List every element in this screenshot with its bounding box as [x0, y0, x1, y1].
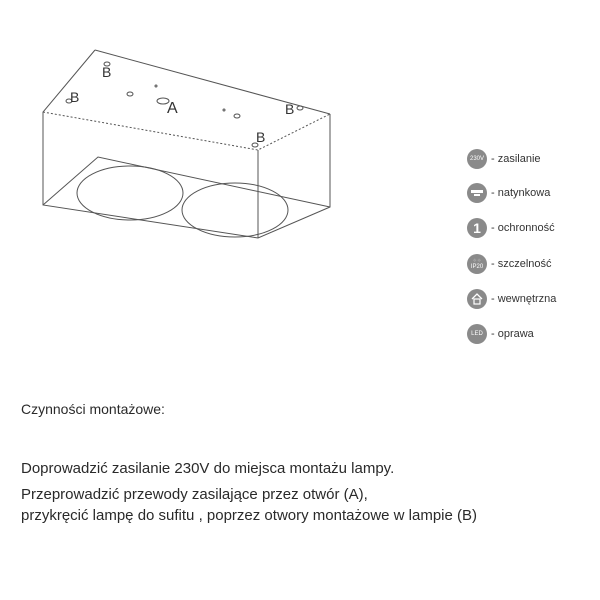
lamp-opening-left	[77, 166, 183, 220]
legend-item-indoor: - wewnętrzna	[467, 288, 556, 310]
label-b: B	[70, 89, 80, 105]
protection-class-icon: 1	[467, 218, 487, 238]
legend-item-fixture: LED - oprawa	[467, 323, 534, 345]
fixture-icon: LED	[467, 324, 487, 344]
instructions-title: Czynności montażowe:	[21, 401, 165, 417]
label-b: B	[102, 64, 112, 80]
lamp-box-outline	[43, 50, 330, 238]
legend-item-power: 230V - zasilanie	[467, 148, 541, 170]
indoor-icon	[467, 289, 487, 309]
instruction-line: przykręcić lampę do sufitu , poprzez otwory montażowe w lampie (B)	[21, 507, 478, 524]
ip-rating-icon: ⁘⁘ IP20	[467, 254, 487, 274]
surface-mount-icon	[467, 183, 487, 203]
label-a: A	[167, 100, 178, 117]
legend-item-ip: ⁘⁘ IP20 - szczelność	[467, 253, 552, 275]
legend-item-protection: 1 - ochronność	[467, 217, 555, 239]
instruction-line: Doprowadzić zasilanie 230V do miejsca montażu lampy.	[21, 460, 395, 477]
label-b: B	[256, 129, 266, 145]
legend-item-surface: - natynkowa	[467, 182, 550, 204]
lamp-opening-right	[182, 183, 288, 237]
power-230v-icon: 230V	[467, 149, 487, 169]
label-b: B	[285, 101, 295, 117]
instruction-line: Przeprowadzić przewody zasilające przez otwór (A),	[21, 486, 368, 503]
